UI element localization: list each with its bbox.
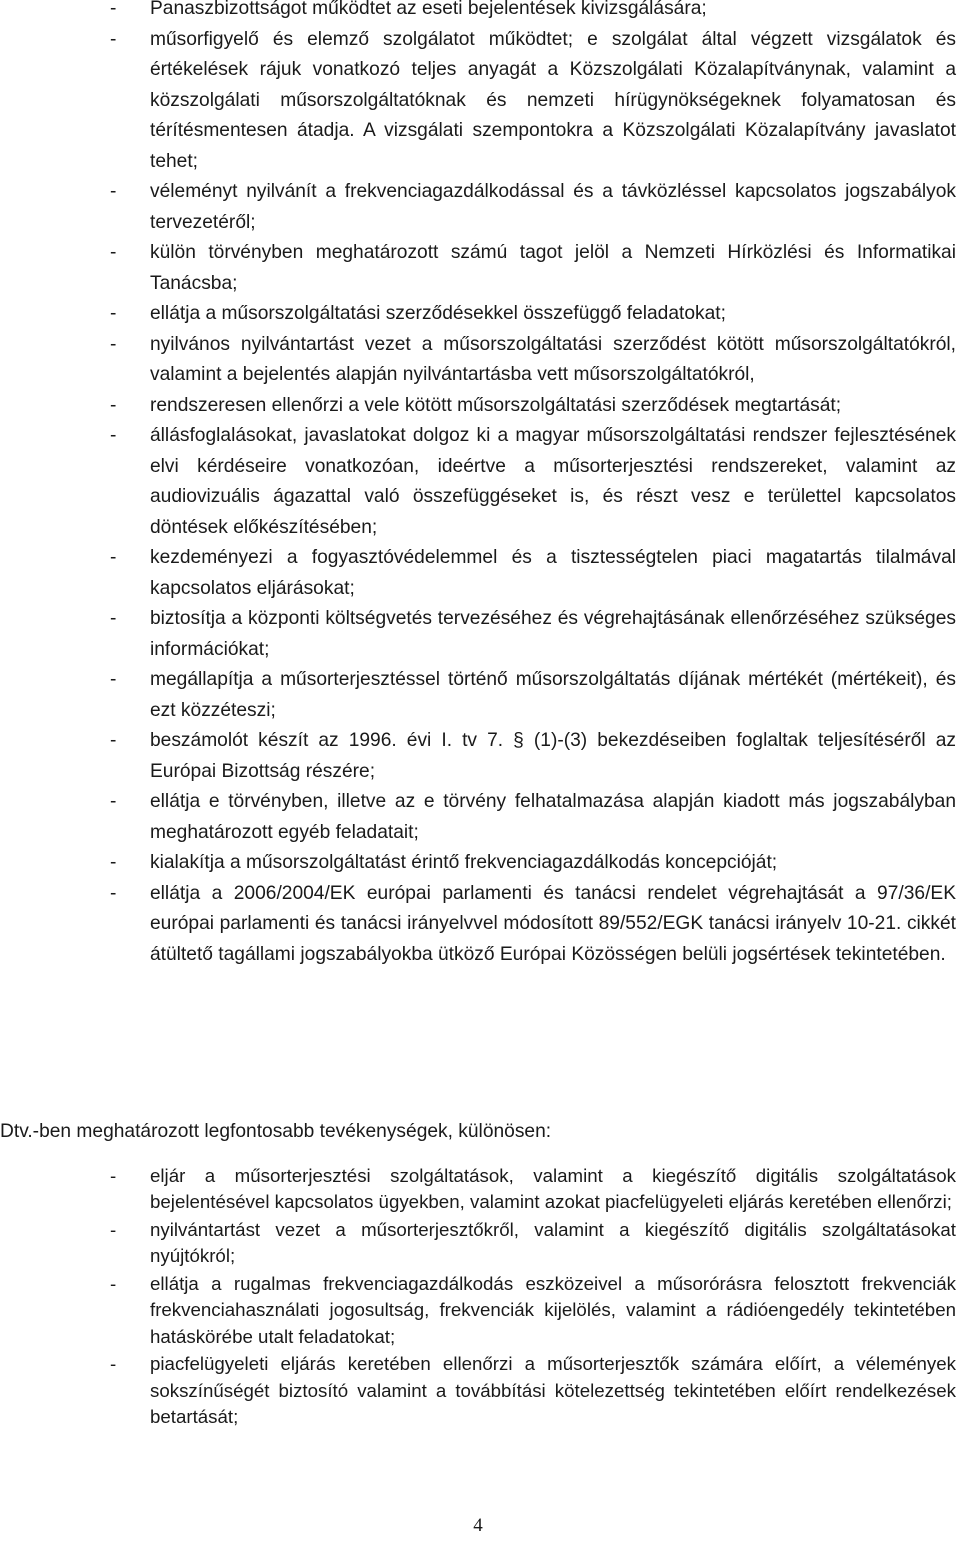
list-item-text: véleményt nyilvánít a frekvenciagazdálkodással és a távközléssel kapcsolatos jogszabályok tervezetéről;: [150, 181, 956, 233]
list-item: [0, 543, 956, 604]
list-item: [0, 879, 956, 971]
dtv-activities-list: [0, 1163, 956, 1432]
list-item: [0, 299, 956, 330]
page-number: 4: [473, 1515, 483, 1536]
list-item-text: ellátja e törvényben, illetve az e törvény felhatalmazása alapján kiadott más jogszabályban meghatározott egyéb feladatait;: [150, 791, 956, 843]
list-bullet: -: [110, 608, 117, 629]
list-bullet: -: [110, 852, 117, 873]
list-item-text: rendszeresen ellenőrzi a vele kötött műsorszolgáltatási szerződések megtartását;: [150, 394, 842, 416]
list-item-text: állásfoglalásokat, javaslatokat dolgoz ki a magyar műsorszolgáltatási rendszer fejlesztésének elvi kérdéseire vonatkozóan, ideértve a műsorterjesztési rendszereket, valamint az audiovizuális ágazattal való összefüggéseket is, és részt vesz e területtel kapcsolatos döntések előkészítésében;: [150, 425, 956, 538]
list-item-text: külön törvényben meghatározott számú tagot jelöl a Nemzeti Hírközlési és Informatikai Tanácsba;: [150, 242, 956, 294]
list-item-text: ellátja a rugalmas frekvenciagazdálkodás eszközeivel a műsorórásra felosztott frekvenciák frekvenciahasználati jogosultság, frekvenciák kijelölés, valamint a rádióengedély tekintetében hatáskörébe utalt feladatokat;: [150, 1273, 956, 1347]
list-bullet: -: [110, 242, 117, 263]
list-bullet: -: [110, 730, 117, 751]
list-item: [0, 421, 956, 543]
list-item: [0, 25, 956, 178]
list-item-text: ellátja a műsorszolgáltatási szerződésekkel összefüggő feladatokat;: [150, 303, 726, 324]
list-item: [0, 787, 956, 848]
list-item-text: kialakítja a műsorszolgáltatást érintő frekvenciagazdálkodás koncepcióját;: [150, 852, 778, 873]
list-bullet: -: [110, 0, 117, 19]
list-item: [0, 391, 956, 422]
list-bullet: -: [110, 394, 117, 416]
list-bullet: -: [110, 1353, 117, 1375]
list-bullet: -: [110, 181, 117, 202]
section-intro: Dtv.-ben meghatározott legfontosabb tevékenységek, különösen:: [0, 1121, 552, 1142]
list-bullet: -: [110, 425, 117, 446]
list-bullet: -: [110, 303, 117, 324]
list-item: [0, 0, 956, 25]
list-item-text: kezdeményezi a fogyasztóvédelemmel és a tisztességtelen piaci magatartás tilalmával kapcsolatos eljárásokat;: [150, 547, 956, 599]
list-item-text: ellátja a 2006/2004/EK európai parlamenti és tanácsi rendelet végrehajtását a 97/36/EK európai parlamenti és tanácsi irányelvvel módosított 89/552/EGK tanácsi irányelv 10-21. cikkét átültető tagállami jogszabályokba ütköző Európai Közösségen belüli jogsértések tekintetében.: [150, 882, 956, 965]
list-item: [0, 1217, 956, 1270]
list-item: [0, 330, 956, 391]
list-bullet: -: [110, 1273, 117, 1294]
list-item: [0, 238, 956, 299]
list-item: [0, 1271, 956, 1350]
list-item-text: eljár a műsorterjesztési szolgáltatások, valamint a kiegészítő digitális szolgáltatások bejelentésével kapcsolatos ügyekben, valamint azokat piacfelügyeleti eljárás keretében ellenőrzi;: [150, 1165, 956, 1213]
list-bullet: -: [110, 1219, 117, 1240]
list-bullet: -: [110, 333, 117, 355]
list-item: [0, 1351, 956, 1430]
list-bullet: -: [110, 882, 117, 904]
list-bullet: -: [110, 669, 117, 690]
list-item-text: piacfelügyeleti eljárás keretében ellenőrzi a műsorterjesztők számára előírt, a vélemények sokszínűségét biztosító valamint a továbbítási kötelezettség tekintetében előírt rendelkezések betartását;: [150, 1353, 956, 1428]
list-item: [0, 1163, 956, 1216]
list-item: [0, 665, 956, 726]
list-bullet: -: [110, 28, 117, 50]
list-item: [0, 177, 956, 238]
list-item-text: Panaszbizottságot működtet az eseti bejelentések kivizsgálására;: [150, 0, 707, 19]
list-item-text: műsorfigyelő és elemző szolgálatot működtet; e szolgálat által végzett vizsgálatok és értékelések rájuk vonatkozó teljes anyagát a Közszolgálati Közalapítványnak, valamint a közszolgálati műsorszolgáltatóknak és nemzeti hírügynökségeknek folyamatosan és térítésmentesen átadja. A vizsgálati szempontokra a Közszolgálati Közalapítvány javaslatot tehet;: [150, 28, 956, 172]
list-item-text: megállapítja a műsorterjesztéssel történő műsorszolgáltatás díjának mértékét (mértékeit), és ezt közzéteszi;: [150, 669, 956, 721]
list-bullet: -: [110, 791, 117, 812]
list-item-text: nyilvános nyilvántartást vezet a műsorszolgáltatási szerződést kötött műsorszolgáltatókról, valamint a bejelentés alapján nyilvántartásba vett műsorszolgáltatókról,: [150, 333, 956, 385]
list-item-text: beszámolót készít az 1996. évi I. tv 7. § (1)-(3) bekezdéseiben foglaltak teljesítéséről az Európai Bizottság részére;: [150, 730, 956, 782]
list-bullet: -: [110, 547, 117, 568]
list-item: [0, 848, 956, 879]
list-bullet: -: [110, 1165, 117, 1186]
list-item-text: biztosítja a központi költségvetés tervezéséhez és végrehajtásának ellenőrzéséhez szükséges információkat;: [150, 608, 956, 660]
list-item-text: nyilvántartást vezet a műsorterjesztőkről, valamint a kiegészítő digitális szolgáltatásokat nyújtókról;: [150, 1219, 956, 1267]
list-item: [0, 604, 956, 665]
list-item: [0, 726, 956, 787]
